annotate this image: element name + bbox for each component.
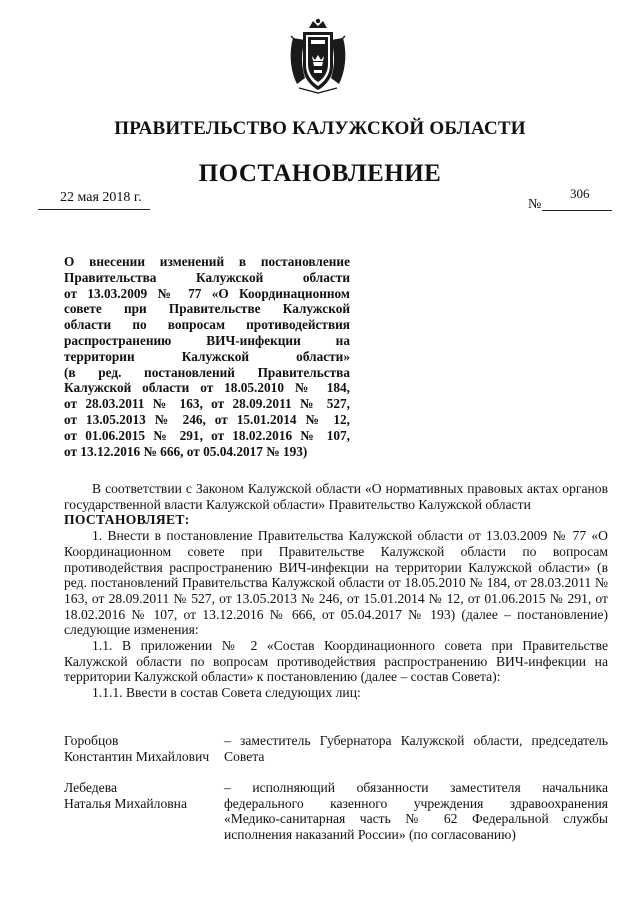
decree-line bbox=[64, 512, 608, 528]
member-name bbox=[64, 733, 224, 764]
subject-line: от 13.12.2016 № 666, от 05.04.2017 № 193) bbox=[64, 443, 308, 459]
government-title: ПРАВИТЕЛЬСТВО КАЛУЖСКОЙ ОБЛАСТИ bbox=[114, 118, 526, 139]
subject-line: от 13.05.2013 № 246, от 15.01.2014 № 12, bbox=[64, 411, 350, 427]
subject-line: распространению ВИЧ-инфекции на bbox=[64, 332, 350, 348]
member-surname: Горобцов bbox=[64, 733, 119, 748]
member-role-line: исполнения наказаний России» (по согласованию) bbox=[224, 827, 516, 843]
member-role bbox=[224, 733, 608, 764]
member-given-names: Наталья Михайловна bbox=[64, 795, 187, 811]
decree-word: ПОСТАНОВЛЯЕТ: bbox=[64, 512, 190, 528]
member-role-line: «Медико-санитарная часть № 62 Федеральной службы bbox=[224, 811, 608, 827]
subject-line: от 13.03.2009 № 77 «О Координационном bbox=[64, 285, 350, 301]
member-role bbox=[224, 780, 608, 843]
document-body bbox=[64, 481, 608, 701]
document-number-label: № bbox=[528, 197, 542, 212]
document-date: 22 мая 2018 г. bbox=[60, 190, 142, 205]
member-role-line: – заместитель Губернатора Калужской области, председатель bbox=[224, 733, 608, 748]
subject-line: совете при Правительстве Калужской bbox=[64, 301, 350, 317]
council-member bbox=[64, 780, 608, 844]
member-role-line: – исполняющий обязанности заместителя начальника bbox=[224, 780, 608, 795]
subject-line: Калужской области от 18.05.2010 № 184, bbox=[64, 380, 350, 396]
item-1-1-paragraph: 1.1. В приложении № 2 «Состав Координационного совета при Правительстве Калужской области по вопросам противодействия распространению ВИЧ-инфекции на территории Калужской области» к постановлению (далее – состав Совета): bbox=[64, 638, 608, 685]
subject-line: от 01.06.2015 № 291, от 18.02.2016 № 107, bbox=[64, 427, 350, 443]
coat-of-arms-emblem bbox=[287, 18, 349, 94]
member-given-names: Константин Михайлович bbox=[64, 748, 210, 764]
subject-line: территории Калужской области» bbox=[64, 348, 350, 364]
number-underline bbox=[542, 210, 612, 211]
subject-line: от 28.03.2011 № 163, от 28.09.2011 № 527, bbox=[64, 396, 350, 412]
member-role-line: федерального казенного учреждения здравоохранения bbox=[224, 795, 608, 811]
item-1-1-1-paragraph: 1.1.1. Ввести в состав Совета следующих лиц: bbox=[92, 685, 361, 701]
member-name bbox=[64, 780, 224, 811]
date-underline bbox=[38, 209, 150, 210]
preamble-paragraph: В соответствии с Законом Калужской области «О нормативных правовых актах органов государственной власти Калужской области» Правительство Калужской области bbox=[64, 481, 608, 512]
item-1-paragraph: 1. Внести в постановление Правительства Калужской области от 13.03.2009 № 77 «О Координационном совете при Правительстве Калужской области по вопросам противодействия распространению ВИЧ-инфекции на территории Калужской области» (в ред. постановлений Правительства Калужской области от 18.05.2010 № 184, от 28.03.2011 № 163, от 28.09.2011 № 527, от 13.05.2013 № 246, от 15.01.2014 № 12, от 01.06.2015 № 291, от 18.02.2016 № 107, от 13.12.2016 № 666, от 05.04.2017 № 193) (далее – постановление) следующие изменения: bbox=[64, 528, 608, 638]
subject-line: (в ред. постановлений Правительства bbox=[64, 364, 350, 380]
council-member bbox=[64, 733, 608, 765]
document-number: 306 bbox=[570, 186, 590, 201]
subject-line: Правительства Калужской области bbox=[64, 269, 350, 285]
document-type-heading: ПОСТАНОВЛЕНИЕ bbox=[198, 160, 442, 187]
member-surname: Лебедева bbox=[64, 780, 117, 795]
subject-line: области по вопросам противодействия bbox=[64, 317, 350, 333]
document-subject bbox=[64, 254, 350, 459]
member-role-line: Совета bbox=[224, 748, 265, 764]
subject-line: О внесении изменений в постановление bbox=[64, 254, 350, 269]
